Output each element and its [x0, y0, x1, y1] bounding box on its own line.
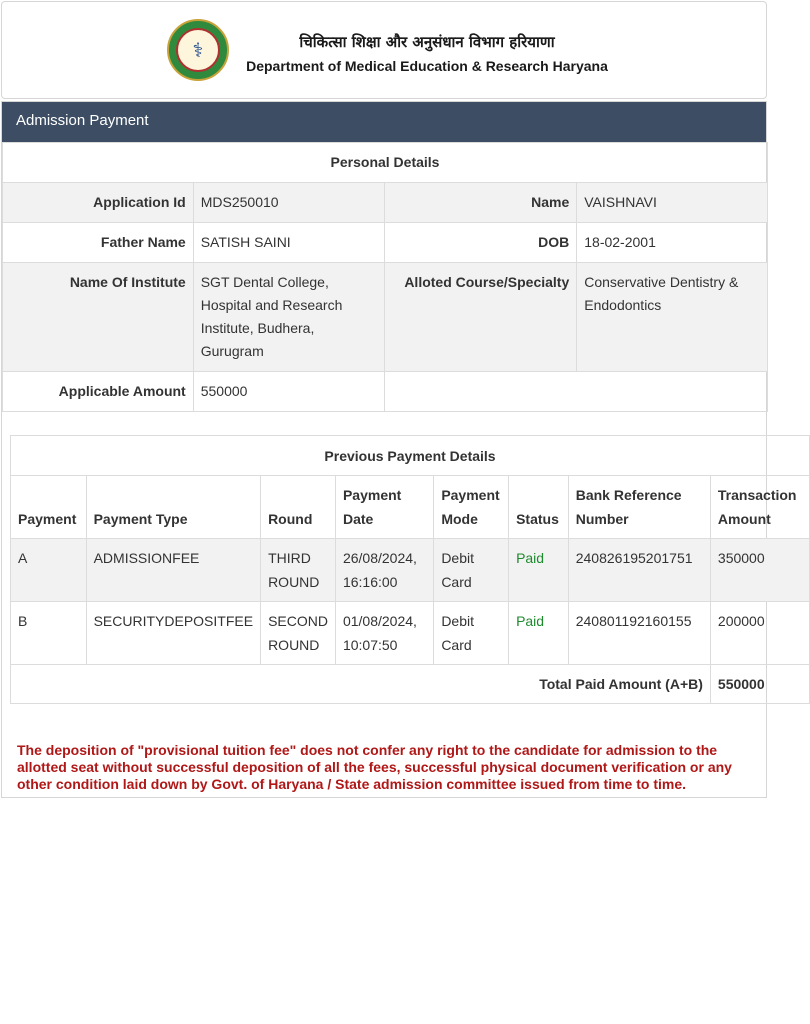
payment-type-cell: SECURITYDEPOSITFEE — [86, 602, 260, 665]
department-title-hindi: चिकित्सा शिक्षा और अनुसंधान विभाग हरियाणा — [299, 33, 555, 51]
table-row — [11, 539, 810, 602]
application-id-value: MDS250010 — [193, 183, 385, 223]
transaction-amount-cell: 350000 — [710, 539, 809, 602]
course-value: Conservative Dentistry & Endodontics — [577, 263, 768, 372]
total-paid-value: 550000 — [710, 665, 809, 704]
column-header: Status — [509, 476, 569, 539]
table-row — [3, 223, 768, 263]
transaction-amount-cell: 200000 — [710, 602, 809, 665]
institute-value: SGT Dental College, Hospital and Research Institute, Budhera, Gurugram — [193, 263, 385, 372]
column-header: Transaction Amount — [710, 476, 809, 539]
column-header: Bank Reference Number — [568, 476, 710, 539]
course-label: Alloted Course/Specialty — [385, 263, 577, 372]
dmer-logo-icon — [167, 19, 229, 81]
total-paid-label: Total Paid Amount (A+B) — [11, 665, 711, 704]
name-label: Name — [385, 183, 577, 223]
dob-value: 18-02-2001 — [577, 223, 768, 263]
table-row — [11, 602, 810, 665]
column-header: Payment Date — [335, 476, 433, 539]
dob-label: DOB — [385, 223, 577, 263]
personal-details-table — [2, 142, 768, 412]
column-header: Payment — [11, 476, 87, 539]
payment-type-cell: ADMISSIONFEE — [86, 539, 260, 602]
previous-payment-heading: Previous Payment Details — [11, 436, 810, 476]
site-header — [1, 1, 767, 99]
applicable-amount-label: Applicable Amount — [3, 372, 194, 412]
payment-date-cell: 26/08/2024, 16:16:00 — [335, 539, 433, 602]
payment-mode-cell: Debit Card — [434, 602, 509, 665]
previous-payment-table — [10, 435, 810, 704]
column-header: Payment Mode — [434, 476, 509, 539]
status-cell: Paid — [509, 602, 569, 665]
total-row — [11, 665, 810, 704]
institute-label: Name Of Institute — [3, 263, 194, 372]
table-row — [3, 372, 768, 412]
father-name-label: Father Name — [3, 223, 194, 263]
column-header: Payment Type — [86, 476, 260, 539]
caduceus-icon: ⚕ — [192, 38, 204, 62]
personal-details-heading: Personal Details — [3, 143, 768, 183]
payment-date-cell: 01/08/2024, 10:07:50 — [335, 602, 433, 665]
card-title: Admission Payment — [2, 102, 766, 142]
department-title-english: Department of Medical Education & Research Haryana — [246, 58, 608, 74]
table-header-row — [11, 476, 810, 539]
application-id-label: Application Id — [3, 183, 194, 223]
applicable-amount-value: 550000 — [193, 372, 385, 412]
payment-mode-cell: Debit Card — [434, 539, 509, 602]
father-name-value: SATISH SAINI — [193, 223, 385, 263]
payment-cell: A — [11, 539, 87, 602]
fee-notice: The deposition of "provisional tuition fee" does not confer any right to the candidate for admission to the allotted seat without successful deposition of all the fees, successful physical document verification or any other condition laid down by Govt. of Haryana / State admission committee issued from time to time. — [17, 742, 732, 792]
table-row — [3, 183, 768, 223]
bank-reference-cell: 240826195201751 — [568, 539, 710, 602]
payment-table-scroll[interactable] — [10, 435, 797, 705]
table-row — [3, 263, 768, 372]
bank-reference-cell: 240801192160155 — [568, 602, 710, 665]
round-cell: THIRD ROUND — [261, 539, 336, 602]
payment-cell: B — [11, 602, 87, 665]
column-header: Round — [261, 476, 336, 539]
name-value: VAISHNAVI — [577, 183, 768, 223]
status-cell: Paid — [509, 539, 569, 602]
round-cell: SECOND ROUND — [261, 602, 336, 665]
admission-payment-card — [1, 101, 797, 798]
